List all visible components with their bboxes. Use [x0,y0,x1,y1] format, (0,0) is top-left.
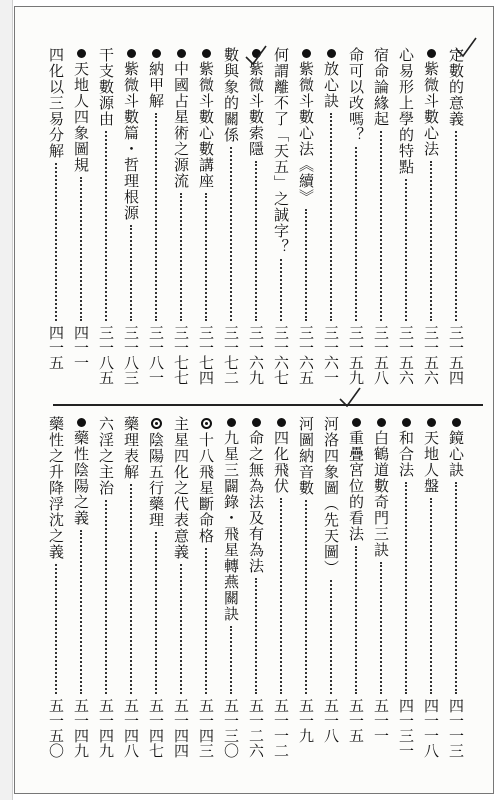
toc-entry-title [145,416,167,528]
leader-dots [180,564,182,694]
toc-title-text: 紫微斗數心法 [422,61,440,157]
toc-title-text: 紫微斗數心數講座 [197,61,215,189]
toc-entry[interactable] [245,402,267,794]
toc-entry[interactable] [170,7,192,402]
toc-entry[interactable] [320,7,342,402]
toc-title-text: 心易形上學的特點 [397,47,415,175]
bullet-dot-icon [277,418,286,427]
toc-entry-title [170,416,192,560]
toc-title-text: 天地人盤 [422,430,440,494]
toc-entry-title [170,47,192,189]
toc-entry-title [395,47,417,175]
toc-page-number: 五一四七 [147,698,165,758]
toc-entry-title [70,47,92,173]
leader-dots [205,548,207,694]
toc-title-text: 命可以改嗎？ [347,47,365,143]
toc-entry[interactable] [420,7,442,402]
bullet-dot-icon [352,418,361,427]
toc-title-text: 紫微斗數心法《續》 [297,61,315,205]
toc-entry[interactable] [170,402,192,794]
toc-entry[interactable] [295,402,317,794]
toc-page-number: 五一三〇 [222,698,240,758]
toc-title-text: 藥理表解 [122,416,140,480]
toc-entry[interactable] [195,7,217,402]
toc-title-text: 十八飛星斷命格 [197,432,215,544]
toc-title-text: 定數的意義 [447,47,465,127]
toc-entry[interactable] [270,7,292,402]
toc-page-number: 五一五〇 [47,698,65,758]
toc-entry[interactable] [45,402,67,794]
leader-dots [155,532,157,694]
bullet-ring-icon [151,418,162,429]
bullet-dot-icon [177,49,186,58]
toc-entry[interactable] [70,402,92,794]
toc-page-number: 五一八 [322,698,340,743]
toc-entry-title [120,416,142,480]
bullet-dot-icon [452,418,461,427]
toc-entry-title [345,416,367,542]
toc-page-number: 三一五六 [397,325,415,385]
toc-title-text: 和合法 [397,430,415,478]
toc-entry-title [370,47,392,127]
toc-title-text: 藥性之升降浮沈之義 [47,416,65,560]
leader-dots [180,193,182,321]
toc-entry-title [220,47,242,143]
toc-title-text: 主星四化之代表意義 [172,416,190,560]
toc-page-number: 五一五 [347,698,365,743]
toc-entry[interactable] [70,7,92,402]
toc-section-bottom [15,402,493,794]
leader-dots [255,161,257,321]
toc-title-text: 河圖納音數 [297,416,315,496]
toc-page-number: 四一一八 [422,698,440,758]
toc-entry-title [295,47,317,205]
toc-entry-title [45,47,67,159]
toc-page-number: 五一四八 [122,698,140,758]
toc-page-number: 三一六九 [247,325,265,385]
toc-title-text: 陰陽五行藥理 [147,432,165,528]
toc-entry[interactable] [145,7,167,402]
checkmark-icon [243,43,269,69]
toc-entry[interactable] [345,402,367,794]
toc-entry[interactable] [395,402,417,794]
toc-entry[interactable] [220,402,242,794]
leader-dots [130,225,132,321]
toc-page-number: 五一九 [297,698,315,743]
toc-page-number: 五一一二 [272,698,290,758]
toc-entry-title [420,47,442,157]
toc-entry[interactable] [120,402,142,794]
toc-entry-title [270,47,292,255]
toc-page-number: 三一八五 [97,325,115,385]
toc-page-number: 五一四九 [72,698,90,758]
toc-page-number: 三一六七 [272,325,290,385]
toc-entry-title [95,416,117,496]
toc-page-number: 三一八一 [147,325,165,385]
toc-page-number: 四一五 [47,325,65,370]
toc-page-number: 三一五九 [347,325,365,385]
toc-entry[interactable] [295,7,317,402]
toc-title-text: 紫微斗數索隱 [247,61,265,157]
leader-dots [280,259,282,321]
toc-page-number: 四一三一 [397,698,415,758]
toc-title-text: 四化以三易分解 [47,47,65,159]
bullet-dot-icon [377,418,386,427]
leader-dots [330,113,332,321]
toc-entry[interactable] [420,402,442,794]
leader-dots [430,498,432,694]
toc-entry[interactable] [45,7,67,402]
toc-title-text: 何謂離不了「天五」之誠字？ [272,47,290,255]
leader-dots [205,193,207,321]
leader-dots [380,131,382,321]
toc-entry[interactable] [95,402,117,794]
toc-page-number: 五一一 [372,698,390,743]
toc-entry-title [270,416,292,494]
toc-entry[interactable] [95,7,117,402]
leader-dots [430,161,432,321]
toc-entry[interactable] [445,7,467,402]
toc-page-number: 三一七二 [222,325,240,385]
toc-entry[interactable] [120,7,142,402]
toc-page-number: 三一五六 [422,325,440,385]
toc-title-text: 六淫之主治 [97,416,115,496]
leader-dots [230,626,232,694]
toc-entry-title [370,416,392,558]
bullet-dot-icon [302,49,311,58]
leader-dots [405,482,407,694]
toc-entry[interactable] [445,402,467,794]
toc-title-text: 白鶴道數奇門三訣 [372,430,390,558]
toc-entry[interactable] [195,402,217,794]
toc-title-text: 九星三闢錄・飛星轉燕關訣 [222,430,240,622]
toc-entry[interactable] [220,7,242,402]
bullet-ring-icon [201,418,212,429]
leader-dots [330,580,332,694]
toc-page [14,6,494,794]
toc-title-text: 中國占星術之源流 [172,61,190,189]
leader-dots [380,562,382,694]
toc-title-text: 河洛四象圖（先天圖） [322,416,340,576]
toc-title-text: 宿命論緣起 [372,47,390,127]
bullet-dot-icon [127,49,136,58]
toc-title-text: 鏡心訣 [447,430,465,478]
leader-dots [355,147,357,321]
toc-entry-title [395,416,417,478]
leader-dots [80,177,82,321]
toc-entry-title [245,416,267,574]
leader-dots [230,147,232,321]
toc-entry-title [145,47,167,109]
toc-entry[interactable] [370,7,392,402]
leader-dots [405,179,407,321]
leader-dots [155,113,157,321]
leader-dots [305,209,307,321]
leader-dots [80,530,82,694]
toc-title-text: 藥性陰陽之義 [72,430,90,526]
toc-title-text: 四化飛伏 [272,430,290,494]
toc-entry[interactable] [370,402,392,794]
toc-title-text: 天地人四象圖規 [72,61,90,173]
toc-title-text: 命之無為法及有為法 [247,430,265,574]
toc-entry[interactable] [270,402,292,794]
bullet-dot-icon [202,49,211,58]
bullet-dot-icon [152,49,161,58]
toc-title-text: 放心訣 [322,61,340,109]
leader-dots [105,500,107,694]
toc-page-number: 五一四三 [197,698,215,758]
toc-entry-title [70,416,92,526]
leader-dots [255,578,257,694]
toc-entry[interactable] [320,402,342,794]
leader-dots [455,482,457,694]
bullet-dot-icon [427,418,436,427]
toc-entry-title [445,416,467,478]
checkmark-icon [337,385,363,411]
toc-page-number: 四一一 [72,325,90,370]
bullet-dot-icon [427,49,436,58]
toc-entry-title [95,47,117,127]
toc-page-number: 三一六五 [297,325,315,385]
leader-dots [280,498,282,694]
checkmark-icon [453,35,479,61]
bullet-dot-icon [327,49,336,58]
bullet-dot-icon [77,418,86,427]
toc-entry[interactable] [345,7,367,402]
toc-page-number: 三一八三 [122,325,140,385]
bullet-dot-icon [252,418,261,427]
leader-dots [55,163,57,321]
toc-entry-title [195,47,217,189]
toc-entry-title [420,416,442,494]
toc-page-number: 三一七四 [197,325,215,385]
leader-dots [305,500,307,694]
toc-entry[interactable] [145,402,167,794]
toc-entry-title [120,47,142,221]
toc-entry-title [345,47,367,143]
toc-entry-title [195,416,217,544]
toc-entry-title [295,416,317,496]
toc-page-number: 五一二六 [247,698,265,758]
toc-title-text: 重疊宮位的看法 [347,430,365,542]
toc-page-number: 三一六一 [322,325,340,385]
bullet-dot-icon [402,418,411,427]
toc-title-text: 紫微斗數篇・哲理根源 [122,61,140,221]
toc-title-text: 數與象的關係 [222,47,240,143]
toc-entry-title [220,416,242,622]
toc-page-number: 五一四四 [172,698,190,758]
leader-dots [105,131,107,321]
toc-title-text: 納甲解 [147,61,165,109]
bullet-dot-icon [227,418,236,427]
leader-dots [55,564,57,694]
viewer-left-scrollbar[interactable] [0,0,13,800]
toc-entry-title [320,416,342,576]
toc-page-number: 三一五八 [372,325,390,385]
toc-page-number: 三一五四 [447,325,465,385]
toc-title-text: 干支數源由 [97,47,115,127]
bullet-dot-icon [77,49,86,58]
toc-entry-title [45,416,67,560]
toc-entry-title [320,47,342,109]
leader-dots [455,131,457,321]
toc-entry[interactable] [395,7,417,402]
leader-dots [130,484,132,694]
leader-dots [355,546,357,694]
toc-page-number: 五一四九 [97,698,115,758]
toc-page-number: 三一七七 [172,325,190,385]
toc-page-number: 四一一三 [447,698,465,758]
